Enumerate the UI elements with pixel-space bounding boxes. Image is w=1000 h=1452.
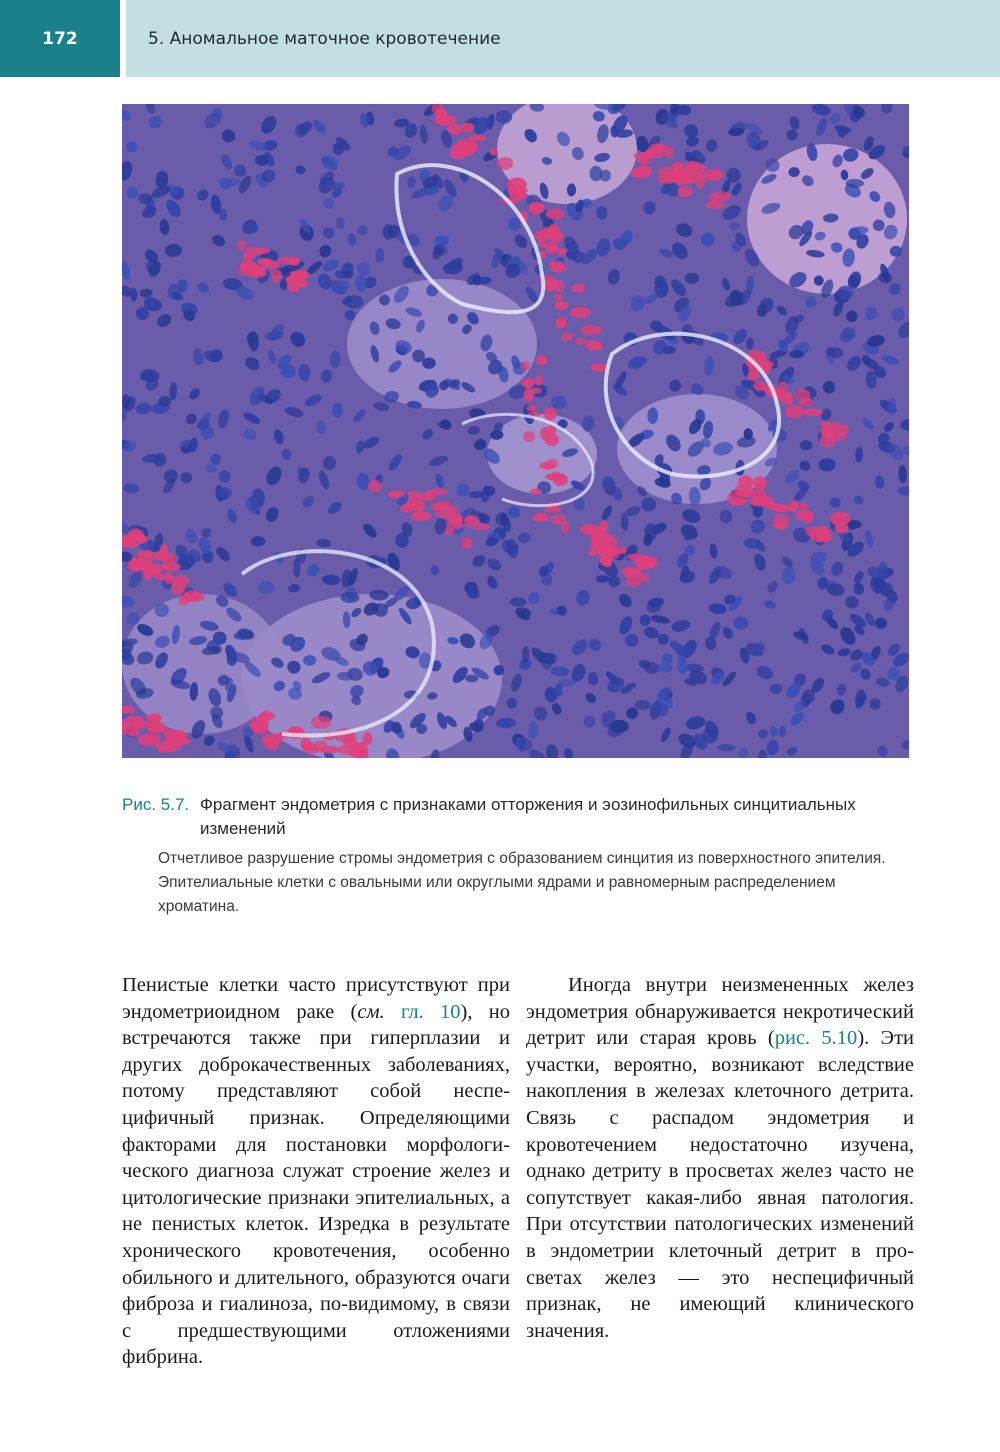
red-blood-cell: [636, 165, 652, 176]
red-blood-cell: [547, 226, 558, 234]
red-blood-cell: [772, 506, 790, 512]
red-blood-cell: [126, 728, 139, 737]
red-blood-cell: [363, 732, 373, 745]
red-blood-cell: [246, 246, 255, 258]
red-blood-cell: [776, 522, 787, 530]
red-blood-cell: [546, 209, 564, 220]
chapter-title: 5. Аномальное маточное кровотечение: [148, 28, 501, 49]
red-blood-cell: [536, 355, 547, 365]
red-blood-cell: [265, 738, 279, 750]
red-blood-cell: [544, 407, 557, 420]
red-blood-cell: [152, 722, 165, 732]
red-blood-cell: [389, 490, 406, 497]
red-blood-cell: [154, 574, 174, 580]
micrograph-image: [122, 104, 909, 758]
red-blood-cell: [251, 721, 268, 734]
red-blood-cell: [171, 581, 185, 594]
red-blood-cell: [238, 269, 254, 275]
left-paragraph: [122, 972, 510, 1371]
red-blood-cell: [799, 398, 813, 407]
red-blood-cell: [490, 149, 499, 156]
red-blood-cell: [664, 147, 674, 159]
red-blood-cell: [535, 232, 543, 239]
red-blood-cell: [497, 157, 513, 170]
red-blood-cell: [558, 248, 567, 256]
red-blood-cell: [658, 167, 680, 176]
red-blood-cell: [802, 409, 824, 416]
red-blood-cell: [468, 134, 486, 141]
chapter-reference-link[interactable]: гл. 10: [400, 1000, 461, 1023]
red-blood-cell: [634, 557, 655, 570]
red-blood-cell: [821, 426, 834, 438]
red-blood-cell: [806, 526, 822, 537]
red-blood-cell: [465, 516, 473, 522]
red-blood-cell: [554, 294, 563, 300]
figure-reference-link[interactable]: рис. 5.10: [774, 1027, 858, 1050]
red-blood-cell: [580, 524, 599, 534]
red-blood-cell: [419, 492, 434, 501]
red-blood-cell: [556, 317, 567, 328]
red-blood-cell: [555, 301, 568, 310]
red-blood-cell: [531, 387, 542, 393]
red-blood-cell: [570, 307, 591, 318]
red-blood-cell: [436, 506, 455, 519]
red-blood-cell: [689, 163, 707, 174]
red-blood-cell: [523, 431, 535, 442]
red-blood-cell: [750, 496, 763, 504]
red-blood-cell: [178, 596, 189, 605]
page-number: 172: [0, 0, 120, 77]
red-blood-cell: [473, 523, 490, 530]
cell-nucleus: [293, 558, 300, 577]
red-blood-cell: [146, 713, 162, 722]
red-blood-cell: [587, 345, 603, 351]
red-blood-cell: [802, 512, 814, 523]
red-blood-cell: [237, 240, 247, 250]
red-blood-cell: [301, 737, 312, 750]
red-blood-cell: [267, 712, 276, 719]
red-blood-cell: [572, 283, 586, 293]
histology-micrograph: [122, 104, 909, 758]
cell-nucleus: [819, 458, 836, 471]
red-blood-cell: [626, 576, 642, 587]
figure-label: Рис. 5.7.: [122, 795, 190, 814]
red-blood-cell: [532, 515, 548, 522]
cell-nucleus: [596, 575, 609, 583]
red-blood-cell: [709, 193, 720, 204]
red-blood-cell: [747, 371, 759, 381]
red-blood-cell: [521, 361, 530, 370]
left-text-2: ), но встречаются также при гиперплазии и других доброкачественных заболеваниях, потому представляют собой неспецифичный признак. Определяющими факторами для постановки морфологического диагноза служат строение желез и цитологические признаки эпителиальных, а не пенистых клеток. Изредка в результате хронического кровотечения, особенно обильного и длительного, образуются очаги фиброза и гиалиноза, по-видимому, в связи с предшествующими отложениями фибрина.: [122, 1000, 510, 1369]
red-blood-cell: [738, 475, 753, 488]
red-blood-cell: [448, 125, 463, 135]
right-text-1: Иногда внутри неизмененных желез эндометрия обнаруживается некротический детрит или старая кровь (: [526, 974, 914, 1050]
red-blood-cell: [257, 258, 271, 265]
red-blood-cell: [607, 548, 619, 560]
red-blood-cell: [537, 239, 547, 248]
red-blood-cell: [547, 459, 559, 469]
caption-heading: [122, 793, 912, 841]
red-blood-cell: [677, 186, 692, 197]
cell-nucleus: [220, 209, 228, 221]
red-blood-cell: [545, 242, 558, 254]
red-blood-cell: [461, 123, 475, 133]
red-blood-cell: [291, 272, 305, 281]
red-blood-cell: [535, 376, 543, 386]
red-blood-cell: [445, 528, 454, 536]
red-blood-cell: [590, 541, 611, 549]
cell-nucleus: [155, 603, 169, 617]
red-blood-cell: [530, 488, 542, 494]
right-text-2: ). Эти участки, вероятно, возникают вследствие накопления в железах клеточного детрита. Связь с распадом эндометрия и кровотечением недостаточно изучена, однако детриту в просветах желез часто не сопутствует какая-либо явная патология. При отсутствии патологических изменений в эндометрии клеточный детрит в просветах желез — это неспецифичный признак, не имеющий клинического значения.: [526, 1027, 915, 1342]
running-header: [126, 0, 1000, 77]
red-blood-cell: [507, 178, 527, 192]
red-blood-cell: [800, 503, 808, 509]
cell-nucleus: [659, 663, 673, 673]
cell-nucleus: [138, 193, 152, 204]
red-blood-cell: [407, 491, 420, 499]
red-blood-cell: [561, 333, 573, 342]
red-blood-cell: [411, 512, 432, 521]
red-blood-cell: [153, 551, 170, 560]
red-blood-cell: [450, 148, 466, 160]
left-column: [122, 972, 510, 1371]
red-blood-cell: [561, 521, 570, 534]
red-blood-cell: [368, 480, 382, 492]
left-text-1: Пенистые клетки часто присутствуют при эндометриоидном раке (: [122, 974, 510, 1023]
red-blood-cell: [311, 716, 332, 729]
red-blood-cell: [146, 734, 160, 742]
red-blood-cell: [785, 405, 805, 418]
red-blood-cell: [820, 421, 831, 427]
red-blood-cell: [320, 746, 340, 754]
red-blood-cell: [575, 338, 586, 345]
right-paragraph: [526, 972, 914, 1344]
red-blood-cell: [695, 175, 705, 189]
red-blood-cell: [553, 474, 568, 486]
figure-title: Фрагмент эндометрия с признаками отторжения и эозинофильных синцитиальных изменений: [200, 795, 856, 838]
red-blood-cell: [526, 405, 536, 411]
right-column: [526, 972, 914, 1344]
red-blood-cell: [704, 169, 723, 181]
red-blood-cell: [637, 155, 651, 164]
figure-caption: [122, 793, 912, 919]
red-blood-cell: [137, 557, 147, 570]
red-blood-cell: [581, 325, 603, 335]
red-blood-cell: [621, 567, 642, 575]
red-blood-cell: [161, 563, 171, 570]
red-blood-cell: [134, 716, 144, 729]
red-blood-cell: [550, 266, 568, 272]
red-blood-cell: [753, 476, 767, 490]
red-blood-cell: [730, 497, 748, 505]
cell-nucleus: [303, 655, 316, 666]
red-blood-cell: [462, 538, 473, 550]
red-blood-cell: [144, 564, 161, 576]
red-blood-cell: [166, 737, 183, 750]
red-blood-cell: [272, 270, 283, 283]
red-blood-cell: [789, 500, 799, 512]
red-blood-cell: [434, 114, 451, 125]
red-blood-cell: [599, 521, 609, 530]
red-blood-cell: [522, 379, 535, 388]
red-blood-cell: [288, 257, 300, 266]
see-abbrev: см.: [357, 1000, 385, 1023]
red-blood-cell: [528, 202, 544, 215]
red-blood-cell: [830, 512, 851, 526]
figure-description: Отчетливое разрушение стромы эндометрия с образованием синцития из поверхностного эпителия. Эпителиальные клетки с овальными или округлыми ядрами и равномерным распределением хроматина.: [158, 850, 886, 915]
cell-nucleus: [316, 420, 326, 434]
